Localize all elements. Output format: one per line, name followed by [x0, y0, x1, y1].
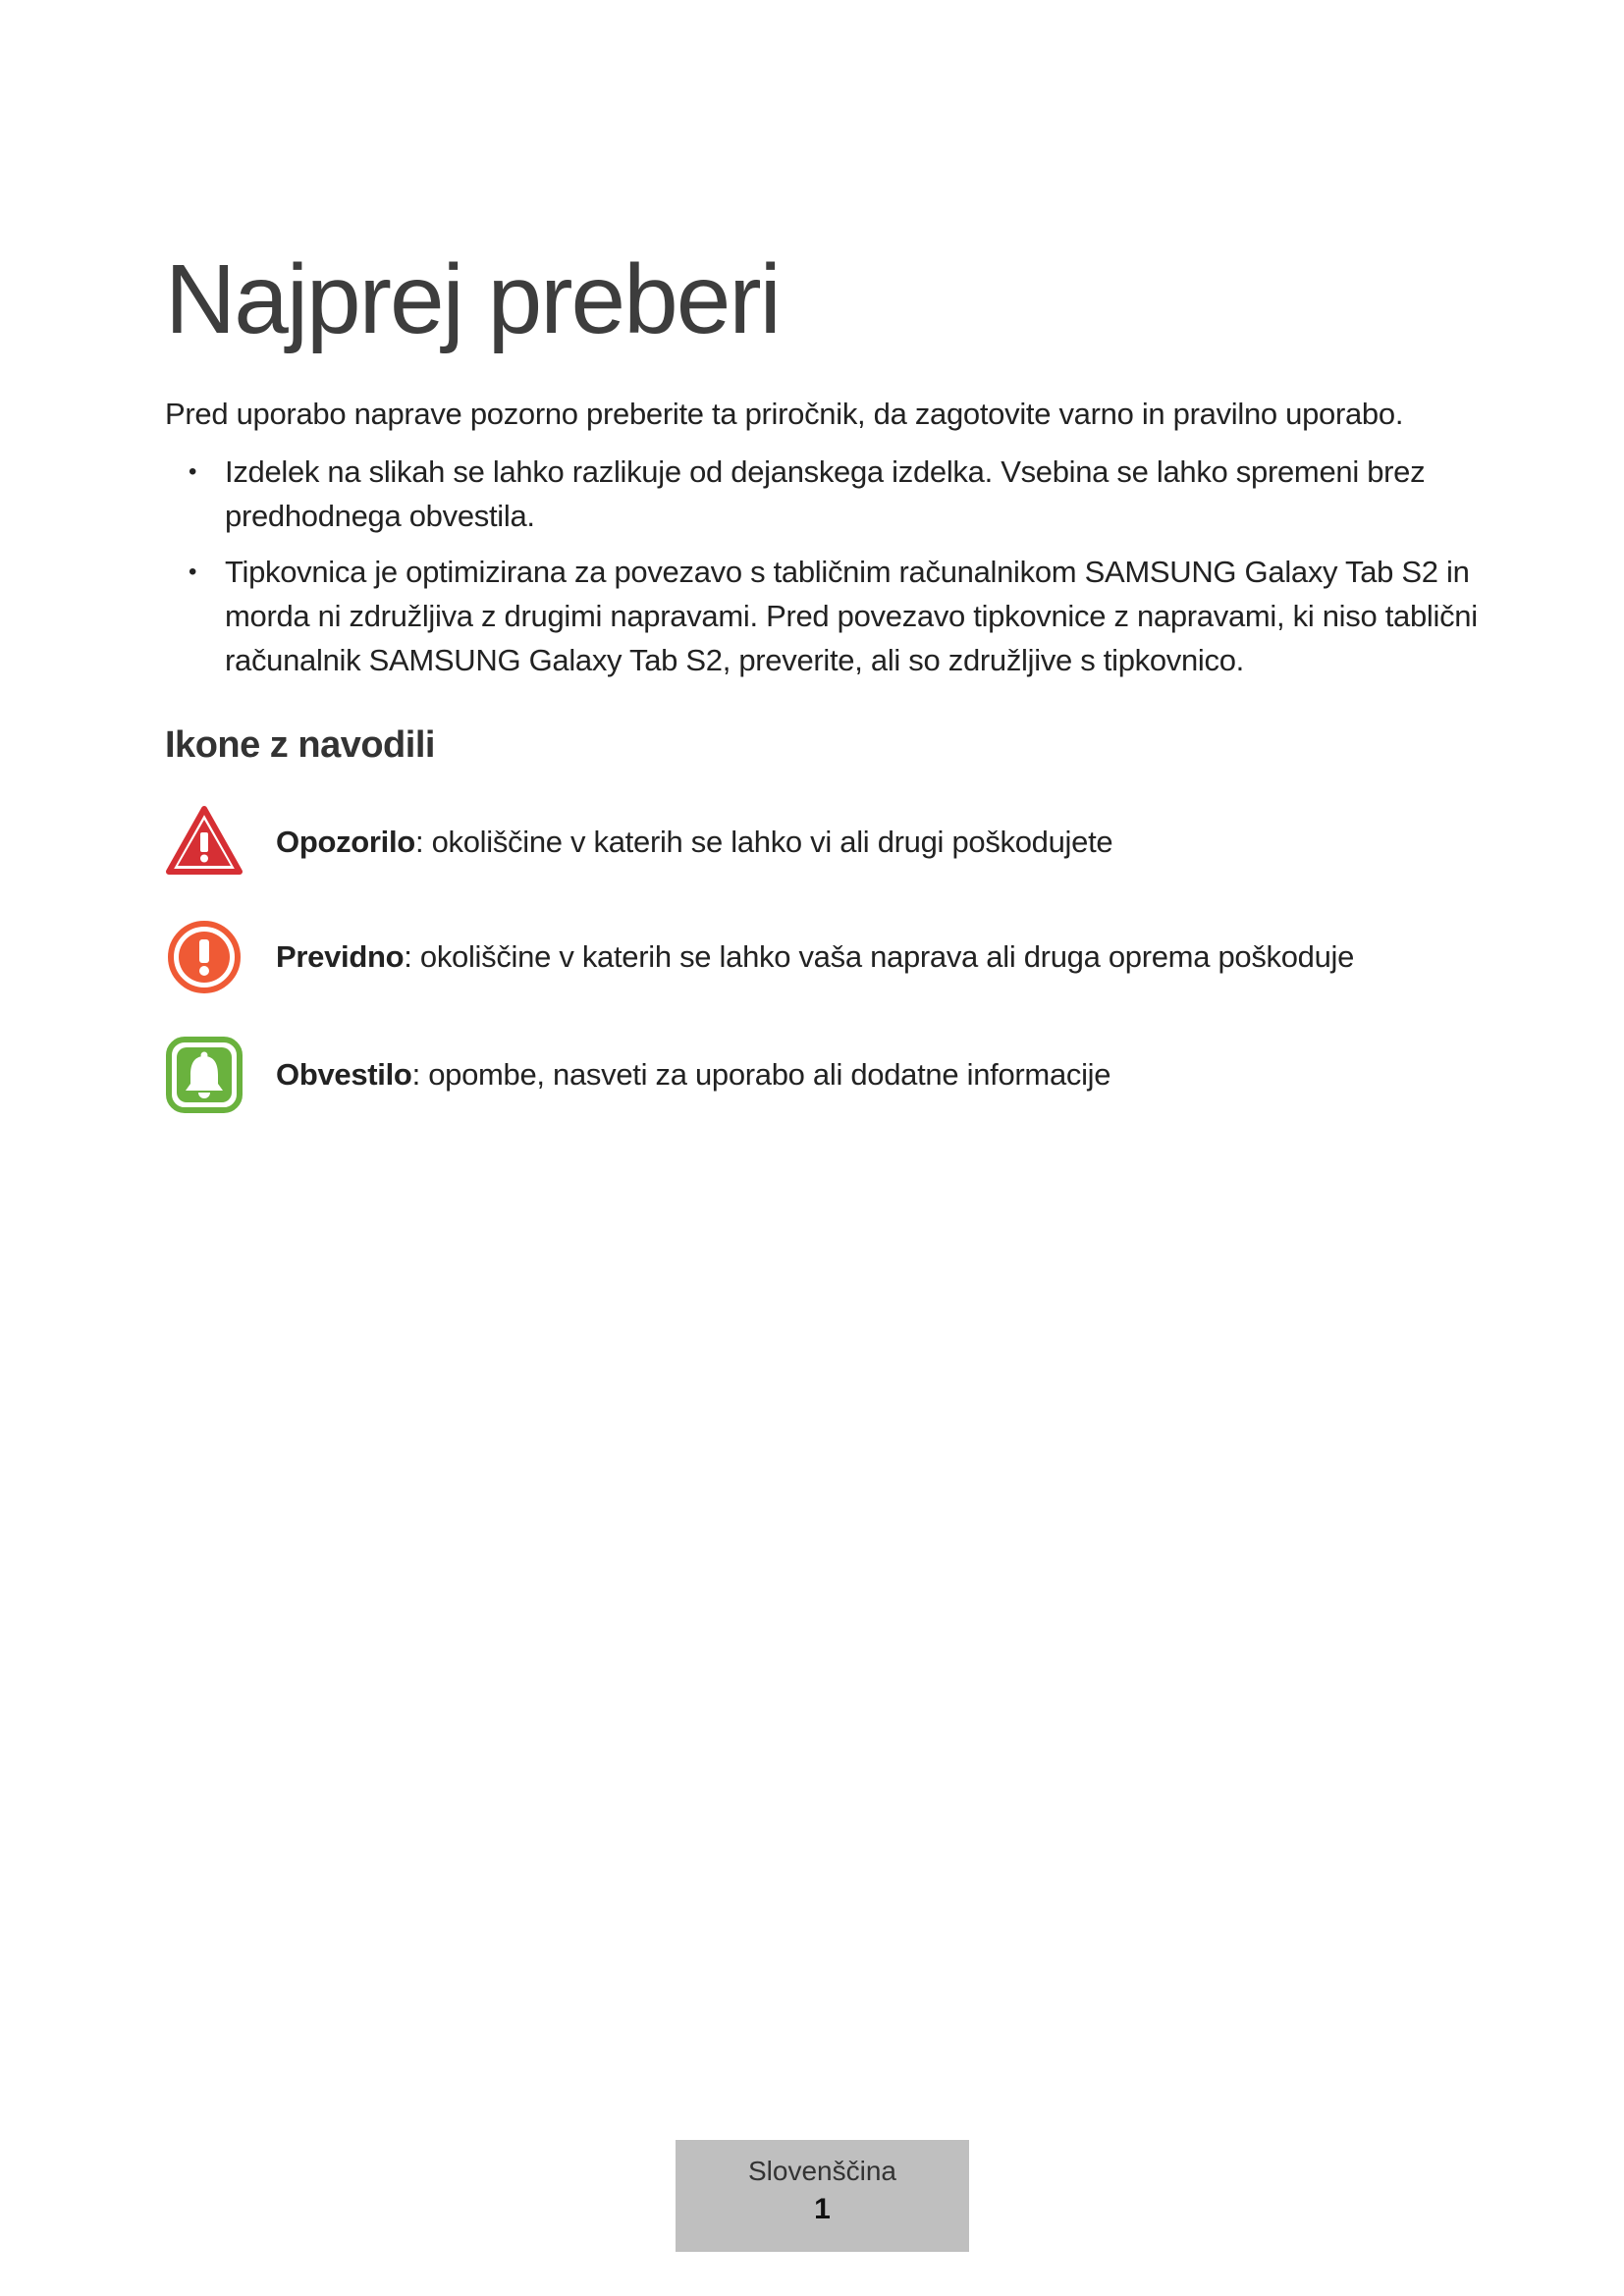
icon-row-notice: [165, 1036, 1481, 1114]
warning-triangle-icon: [165, 803, 244, 881]
bullet-item: [165, 450, 1481, 538]
icon-separator: :: [411, 1057, 420, 1092]
page-number: 1: [814, 2193, 831, 2225]
icon-separator: :: [404, 939, 412, 974]
bullet-list: [165, 450, 1481, 694]
bullet-dot: •: [189, 559, 197, 585]
icon-description: [276, 937, 1354, 977]
bullet-item: [165, 550, 1481, 682]
notice-bell-icon: [165, 1036, 244, 1114]
bullet-text: Izdelek na slikah se lahko razlikuje od dejanskega izdelka. Vsebina se lahko spremeni brez predhodnega obvestila.: [225, 454, 1426, 533]
icon-term: Previdno: [276, 939, 405, 974]
icon-description: [276, 1055, 1110, 1095]
page-title: Najprej preberi: [165, 244, 780, 354]
caution-circle-icon: [165, 918, 244, 996]
footer-language: Slovenščina: [748, 2156, 896, 2186]
icon-row-caution: [165, 918, 1481, 996]
section-heading: Ikone z navodili: [165, 724, 435, 766]
icon-row-warning: [165, 803, 1481, 881]
icon-term: Obvestilo: [276, 1057, 412, 1092]
icon-text: opombe, nasveti za uporabo ali dodatne informacije: [419, 1057, 1111, 1092]
icon-text: okoliščine v katerih se lahko vi ali drugi poškodujete: [423, 825, 1113, 859]
icon-term: Opozorilo: [276, 825, 415, 859]
bullet-text: Tipkovnica je optimizirana za povezavo s tabličnim računalnikom SAMSUNG Galaxy Tab S2 in morda ni združljiva z drugimi napravami. Pred povezavo tipkovnice z napravami, ki niso tablični računalnik SAMSUNG Galaxy Tab S2, preverite, ali so združljive s tipkovnico.: [225, 555, 1478, 677]
bullet-dot: •: [189, 458, 197, 485]
intro-paragraph: Pred uporabo naprave pozorno preberite ta priročnik, da zagotovite varno in pravilno uporabo.: [165, 397, 1404, 431]
icon-separator: :: [414, 825, 424, 859]
icon-text: okoliščine v katerih se lahko vaša naprava ali druga oprema poškoduje: [411, 939, 1355, 974]
page-footer: [676, 2140, 969, 2252]
icon-description: [276, 823, 1112, 862]
